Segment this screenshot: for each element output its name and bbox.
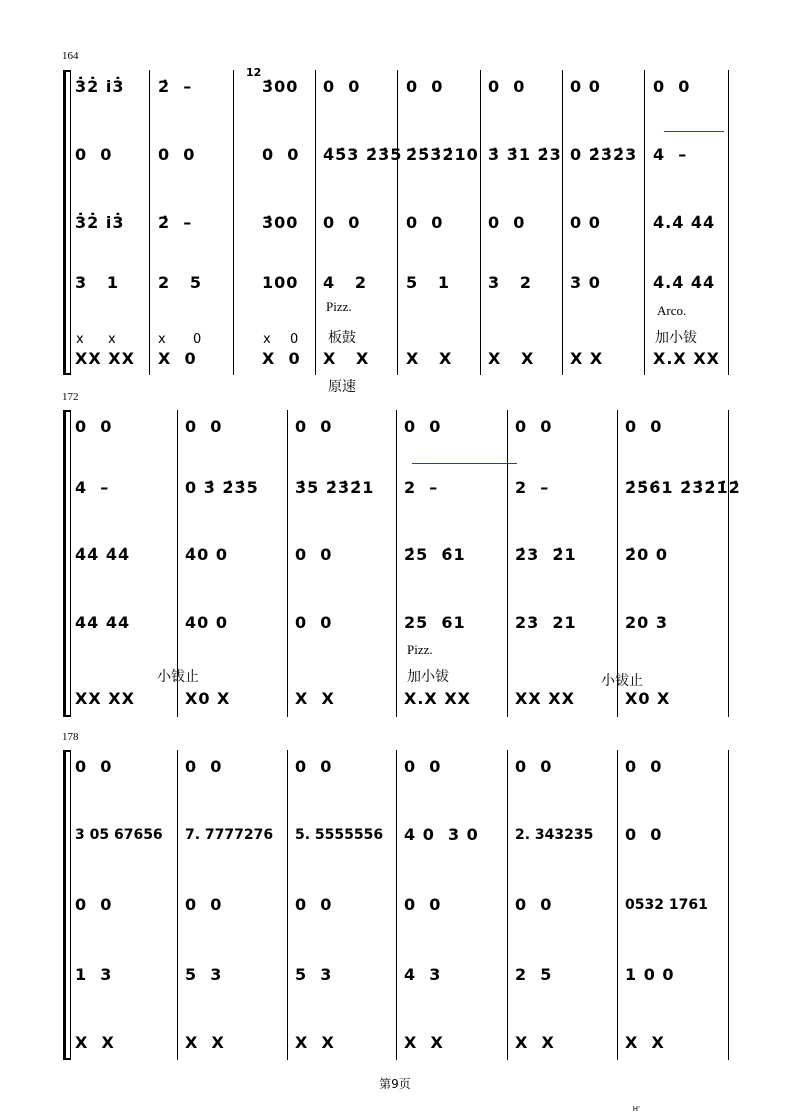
measure-notes: 1 3 [75,965,113,984]
measure-notes: X X [295,1033,335,1052]
barline [728,410,729,717]
measure-notes: 1 0 0 [625,965,675,984]
barline [287,410,288,717]
xiaobo-zhi-label: 小钹止 [157,669,199,685]
x-mark: 0 [193,332,202,347]
measure-notes: 4 0 3 0 [404,825,479,844]
measure-notes: 0 0 [488,213,526,232]
measure-notes: XX XX [75,349,135,368]
measure-notes: 0 0 [295,417,333,436]
measure-notes: 0 0 [323,77,361,96]
measure-notes: 0 0 [515,895,553,914]
measure-notes: 0 0 [406,77,444,96]
measure-notes: X X [515,1033,555,1052]
bracket-cap-top [63,70,71,72]
measure-notes: 3̇00 [262,77,299,96]
measure-notes: 4 2 [323,273,367,292]
measure-notes: 0532 1761 [625,897,708,913]
measure-notes: X X [406,349,453,368]
measure-notes: 0 2̇3̇2̇3 [570,145,638,164]
measure-notes: 0 0 [625,825,663,844]
barline [287,750,288,1060]
measure-notes: 4̇.4̇ 4̇4̇ [653,213,716,232]
tie-line [412,463,517,464]
measure-notes: 5 1 [406,273,450,292]
measure-notes: 3 0 [570,273,601,292]
barline [728,750,729,1060]
measure-notes: X0 X [185,689,231,708]
barline [617,750,618,1060]
measure-notes: 0 0 [488,77,526,96]
measure-notes: 2̇ – [158,77,193,96]
measure-notes: X 0 [158,349,197,368]
measure-notes: X X [295,689,335,708]
measure-notes: X X [488,349,535,368]
barline [562,70,563,375]
system-number: 172 [62,391,79,403]
measure-notes: 4 3 [404,965,442,984]
measure-notes: 3 2 [488,273,532,292]
measure-notes: XX XX [515,689,575,708]
system-bracket [63,70,66,375]
system-number: 164 [62,50,79,62]
barline [396,410,397,717]
measure-notes: 0 0 [75,895,113,914]
measure-notes: 0 0 [570,77,601,96]
measure-notes: 0 0 [515,417,553,436]
measure-notes: 2̇ – [158,213,193,232]
tie-line [664,131,724,132]
system-bracket-line [70,750,71,1060]
measure-notes: 4 – [75,478,110,497]
measure-notes: X.X XX [653,349,720,368]
measure-notes: X X [625,1033,665,1052]
measure-notes: 0 0 [404,757,442,776]
measure-notes: 2̇3 2̇1 [515,545,577,564]
x-mark: x [263,332,271,347]
measure-notes: 25 61 [404,613,466,632]
bracket-cap-top [63,750,71,752]
measure-notes: 0 3̇ 2̇3̇5 [185,478,259,497]
page-number: 第9页 [379,1077,411,1091]
system-bracket [63,410,66,717]
measure-notes: 0 0 [295,895,333,914]
xiaobo-zhi-label: 小钹止 [601,673,643,689]
measure-notes: 3 05 67656 [75,827,163,843]
measure-notes: 2̇5̇3̇2̇10 [406,145,479,164]
barline [315,70,316,375]
measure-notes: 0 0 [158,145,196,164]
measure-notes: 2̇0 0 [625,545,668,564]
measure-notes: 0 0 [185,757,223,776]
x-mark: 0 [290,332,299,347]
barline [480,70,481,375]
measure-notes: 0 0 [75,417,113,436]
measure-notes: X 0 [262,349,301,368]
system-bracket-line [70,70,71,375]
measure-notes: 2. 343235 [515,827,594,843]
measure-notes: 0 0 [323,213,361,232]
measure-notes: 4̇0 0 [185,545,228,564]
x-mark: x [76,332,84,347]
measure-notes: 20 3 [625,613,668,632]
system-bracket-line [70,410,71,717]
measure-notes: 0 0 [295,757,333,776]
measure-notes: 2̇5 6̇1 [404,545,466,564]
measure-notes: 3̇00 [262,213,299,232]
barline [728,70,729,375]
bracket-cap-bottom [63,715,71,717]
measure-notes: 0 0 [625,757,663,776]
measure-notes: 2 – [404,478,439,497]
measure-notes: 3̇5 2̇3̇2̇1 [295,478,375,497]
measure-notes: 0 0 [295,613,333,632]
yuansu-label: 原速 [328,379,356,395]
barline [177,750,178,1060]
measure-notes: 4̇4̇ 4̇4̇ [75,545,131,564]
measure-notes: X X [75,1033,115,1052]
measure-notes: X0 X [625,689,671,708]
measure-notes: 0 0 [406,213,444,232]
measure-notes: 3 1 [75,273,119,292]
system-number: 178 [62,731,79,743]
measure-notes: 5 3 [185,965,223,984]
measure-notes: 4̇.4̇ 4̇4̇ [653,273,716,292]
measure-notes: X.X XX [404,689,471,708]
banggu-label: 板鼓 [328,330,356,346]
measure-notes: 2 5 [158,273,202,292]
measure-notes: X X [323,349,370,368]
measure-notes: 0 0 [262,145,300,164]
measure-notes: X X [570,349,604,368]
system-bracket [63,750,66,1060]
measure-notes: 0 0 [515,757,553,776]
measure-notes: 2 5 [515,965,553,984]
measure-notes: XX XX [75,689,135,708]
barline [397,70,398,375]
measure-notes: 4̇5̇3 2̇3̇5 [323,145,403,164]
bracket-cap-bottom [63,373,71,375]
measure-notes: 4 – [653,145,688,164]
jia-xiaobo-label: 加小钹 [655,330,697,346]
measure-notes: 5. 5555556 [295,827,384,843]
measure-notes: 3̇ 3̇1 2̇3 [488,145,562,164]
measure-notes: 2̇5̇6̇1 2̇3̇2̇1̇2̇ [625,478,741,497]
barline [233,70,234,375]
measure-notes: 0 0 [185,417,223,436]
measure-notes: X X [185,1033,225,1052]
measure-notes: 0 0 [295,545,333,564]
tuplet-mark: 12 [246,66,262,79]
measure-notes: 40 0 [185,613,228,632]
measure-notes: 3̇2̇ i3̇ [75,213,125,232]
barline [507,410,508,717]
measure-notes: 0 0 [653,77,691,96]
measure-notes: 5 3 [295,965,333,984]
measure-notes: 3̇2̇ i3̇ [75,77,125,96]
x-mark: x [158,332,166,347]
barline [644,70,645,375]
corner-mark: H' [632,1105,640,1113]
x-mark: x [108,332,116,347]
measure-notes: 2 – [515,478,550,497]
arco-marking: Arco. [657,303,687,318]
measure-notes: 0 0 [404,895,442,914]
measure-notes: 23 21 [515,613,577,632]
measure-notes: 0 0 [185,895,223,914]
measure-notes: 0 0 [404,417,442,436]
barline [396,750,397,1060]
measure-notes: 100 [262,273,299,292]
bracket-cap-bottom [63,1058,71,1060]
measure-notes: 0 0 [75,145,113,164]
barline [149,70,150,375]
jia-xiaobo-label: 加小钹 [407,669,449,685]
bracket-cap-top [63,410,71,412]
pizz-marking: Pizz. [326,299,352,314]
pizz-marking: Pizz. [407,642,433,657]
measure-notes: 0 0 [75,757,113,776]
measure-notes: 0 0 [570,213,601,232]
measure-notes: 44 44 [75,613,131,632]
barline [507,750,508,1060]
measure-notes: 0 0 [625,417,663,436]
measure-notes: 7. 7777276 [185,827,274,843]
measure-notes: X X [404,1033,444,1052]
